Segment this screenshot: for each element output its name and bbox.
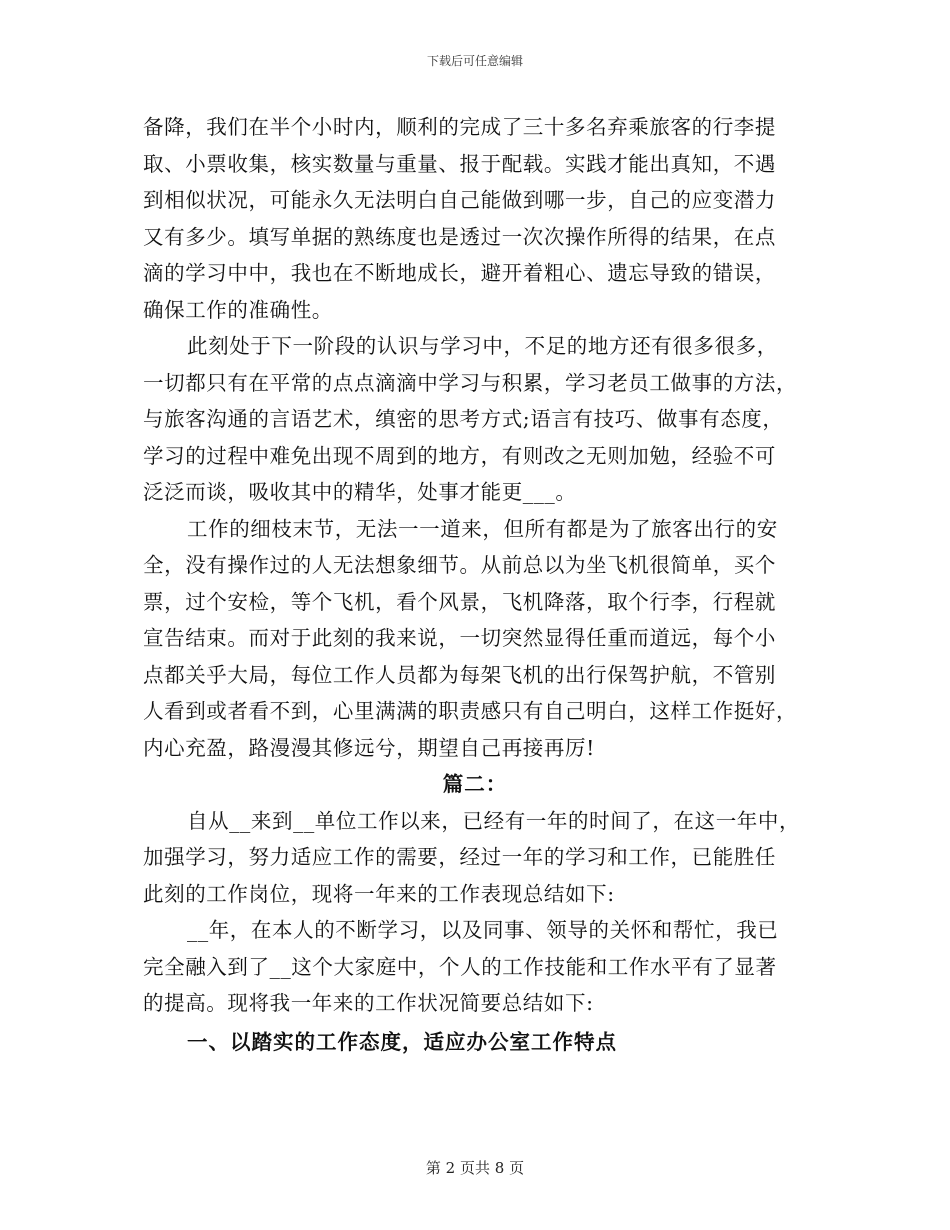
text-line: 一切都只有在平常的点点滴滴中学习与积累，学习老员工做事的方法， xyxy=(143,370,798,395)
subsection-heading: 一、以踏实的工作态度，适应办公室工作特点 xyxy=(187,1029,617,1054)
text-line: 备降，我们在半个小时内，顺利的完成了三十多名弃乘旅客的行李提 xyxy=(143,115,776,139)
text-line: 学习的过程中难免出现不周到的地方，有则改之无则加勉，经验不可 xyxy=(143,443,776,468)
text-line: 此刻的工作岗位，现将一年来的工作表现总结如下: xyxy=(143,881,615,906)
section-title: 篇二： xyxy=(442,772,508,796)
text-line: 与旅客沟通的言语艺术，缜密的思考方式;语言有技巧、做事有态度， xyxy=(143,407,784,431)
text-line: 滴的学习中中，我也在不断地成长，避开着粗心、遗忘导致的错误， xyxy=(143,261,776,285)
text-line: 宣告结束。而对于此刻的我来说，一切突然显得任重而道远，每个小 xyxy=(143,626,776,650)
paragraph-4 xyxy=(143,803,807,913)
text-line: 票，过个安检，等个飞机，看个风景，飞机降落，取个行李，行程就 xyxy=(143,589,776,614)
document-body xyxy=(143,109,807,1062)
page-footer: 第 2 页共 8 页 xyxy=(425,1159,525,1177)
paragraph-3 xyxy=(143,511,807,767)
text-line: 工作的细枝末节，无法一一道来，但所有都是为了旅客出行的安 xyxy=(187,516,778,541)
paragraph-2 xyxy=(143,328,807,511)
text-line: 取、小票收集，核实数量与重量、报于配载。实践才能出真知，不遇 xyxy=(143,151,776,176)
page-header: 下载后可任意编辑 xyxy=(426,54,523,68)
text-line: 的提高。现将我一年来的工作状况简要总结如下: xyxy=(143,991,594,1015)
text-line: 确保工作的准确性。 xyxy=(143,297,333,322)
text-line: 人看到或者看不到，心里满满的职责感只有自己明白，这样工作挺好， xyxy=(143,699,798,723)
text-line: 又有多少。填写单据的熟练度也是透过一次次操作所得的结果，在点 xyxy=(143,224,776,249)
text-line: 全，没有操作过的人无法想象细节。从前总以为坐飞机很简单，买个 xyxy=(143,553,776,577)
text-line: 完全融入到了__这个大家庭中，个人的工作技能和工作水平有了显著 xyxy=(143,954,777,979)
paragraph-5 xyxy=(143,912,807,1022)
paragraph-1 xyxy=(143,109,807,328)
text-line: 泛泛而谈，吸收其中的精华，处事才能更___。 xyxy=(143,480,577,504)
text-line: 加强学习，努力适应工作的需要，经过一年的学习和工作，已能胜任 xyxy=(143,845,776,869)
text-line: 内心充盈，路漫漫其修远兮，期望自己再接再厉! xyxy=(143,735,595,760)
text-line: 此刻处于下一阶段的认识与学习中，不足的地方还有很多很多， xyxy=(187,334,778,358)
text-line: __年，在本人的不断学习，以及同事、领导的关怀和帮忙，我已 xyxy=(187,918,779,942)
text-line: 自从__来到__单位工作以来，已经有一年的时间了，在这一年中， xyxy=(187,808,801,833)
text-line: 点都关乎大局，每位工作人员都为每架飞机的出行保驾护航，不管别 xyxy=(143,662,776,687)
text-line: 到相似状况，可能永久无法明白自己能做到哪一步，自己的应变潜力 xyxy=(143,188,776,212)
